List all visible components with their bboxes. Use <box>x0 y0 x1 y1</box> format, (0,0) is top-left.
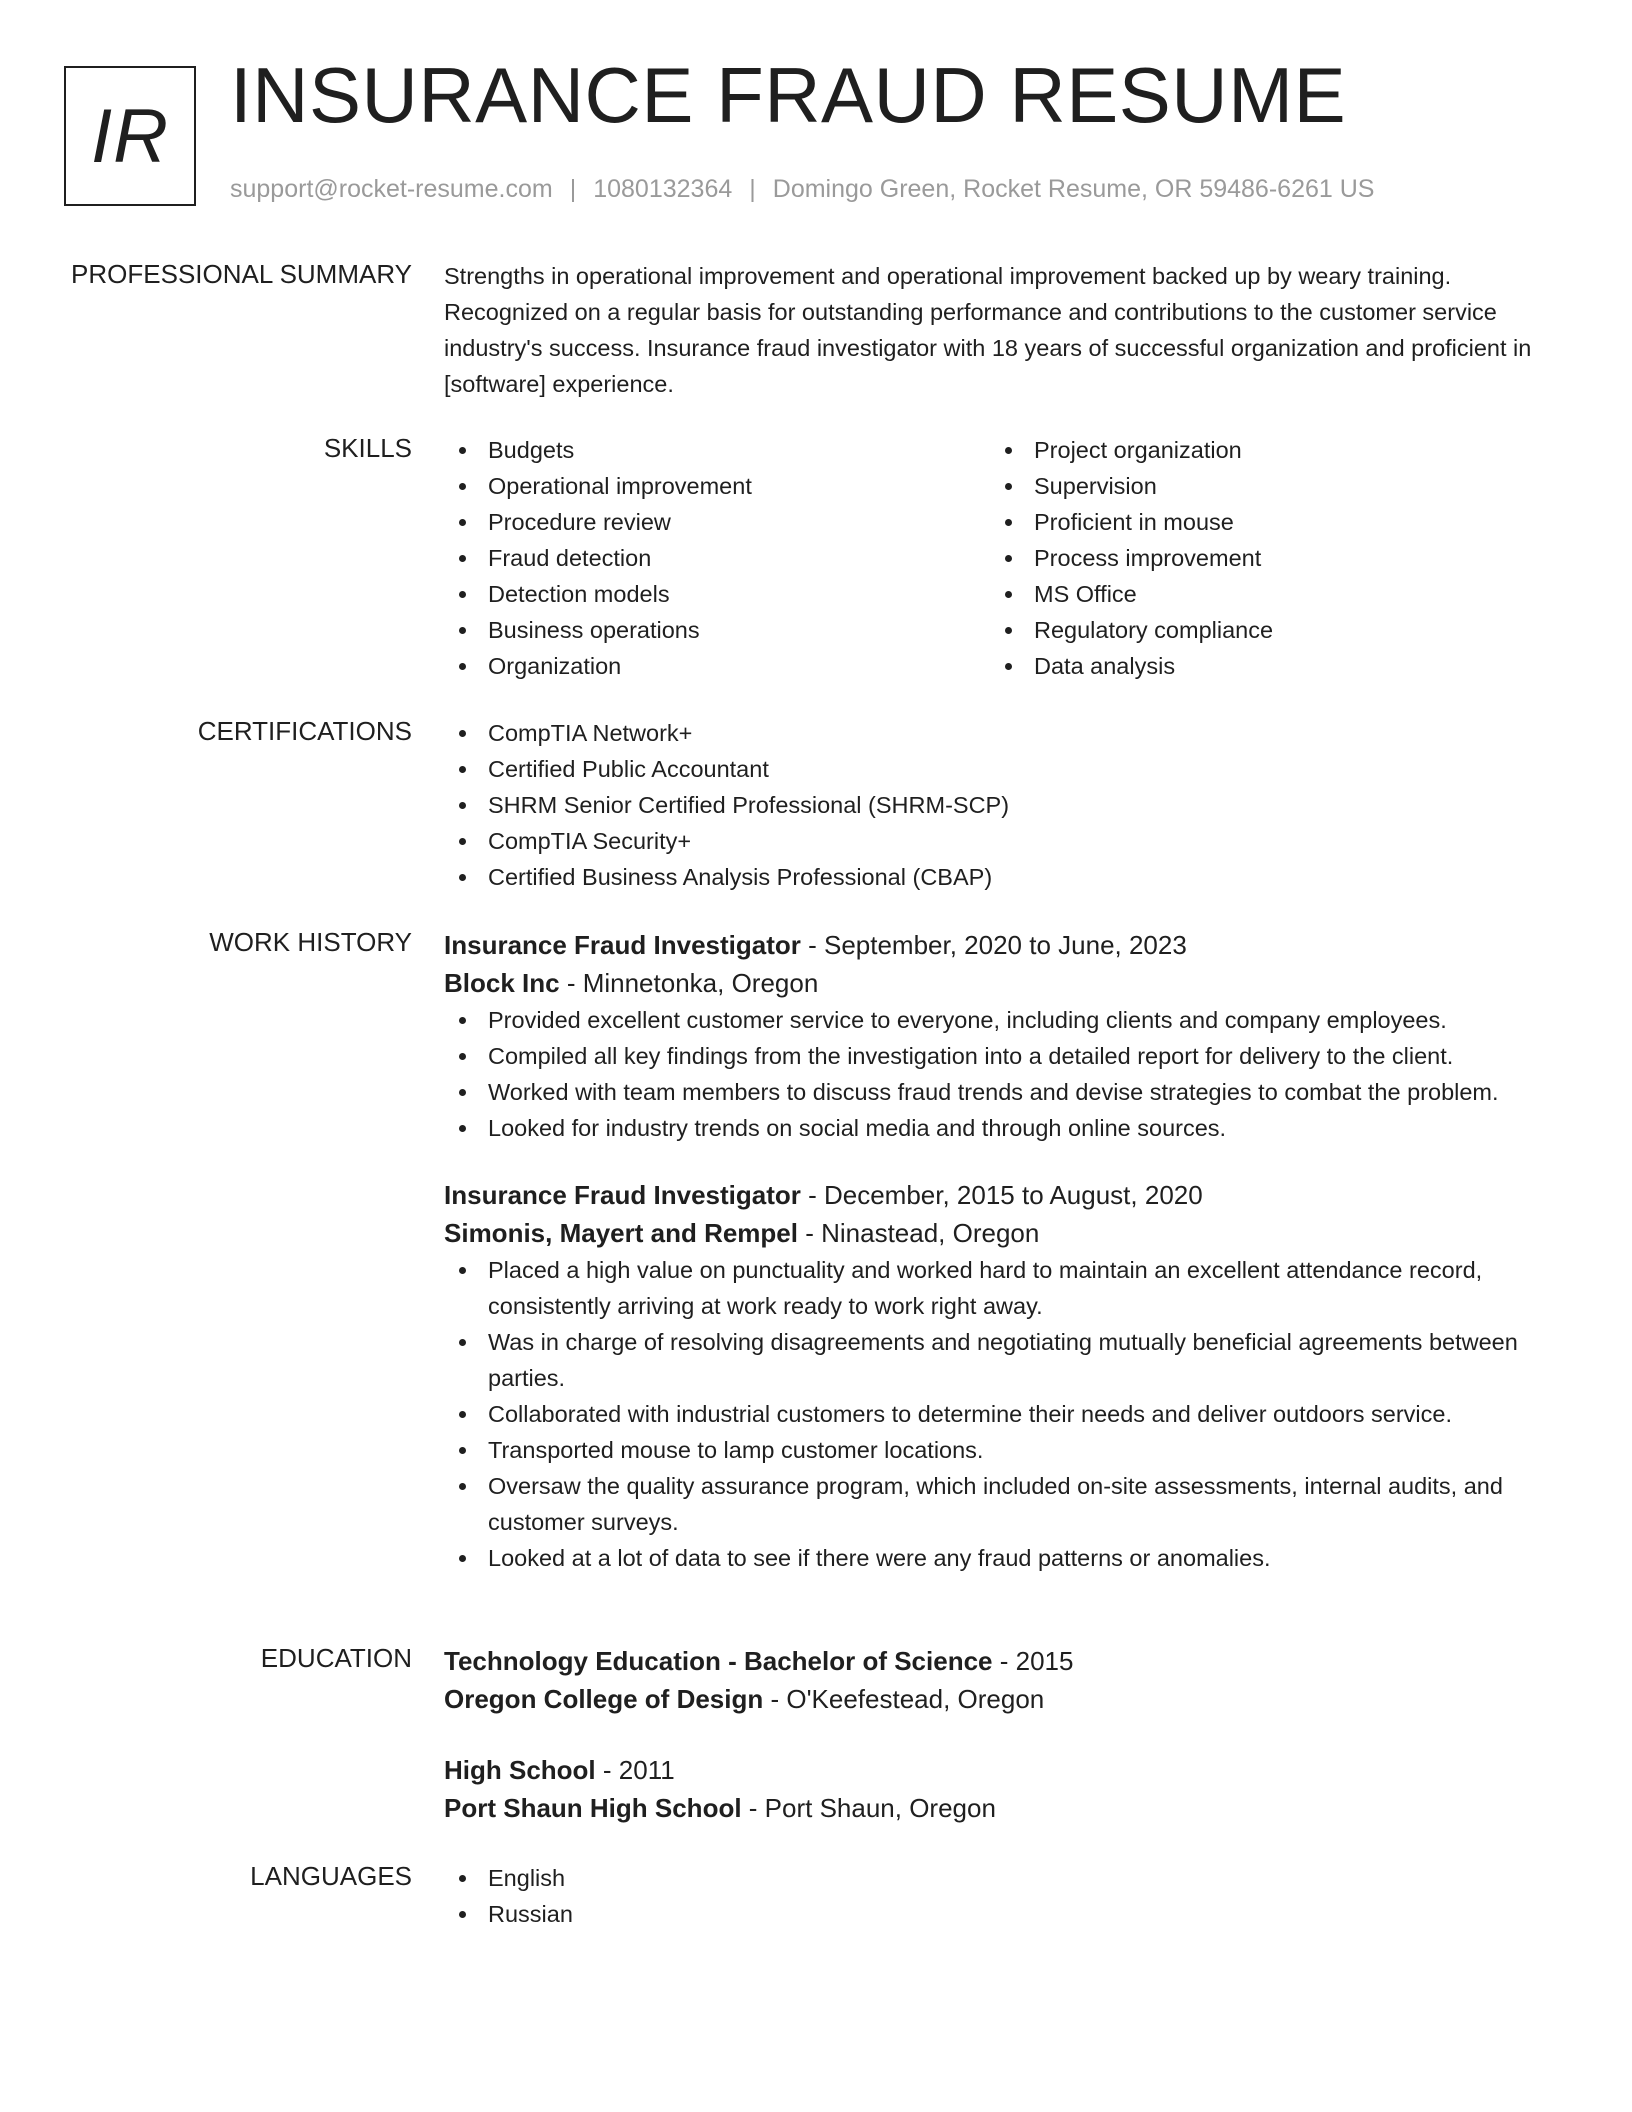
skill-item: Operational improvement <box>444 468 990 504</box>
contact-address: Domingo Green, Rocket Resume, OR 59486-6261 US <box>772 175 1375 203</box>
skill-item: Procedure review <box>444 504 990 540</box>
contact-separator: | <box>749 175 756 203</box>
certifications-list <box>444 715 1564 895</box>
education-location: - Port Shaun, Oregon <box>741 1793 996 1823</box>
job-location: - Minnetonka, Oregon <box>559 968 819 998</box>
section-label-summary: PROFESSIONAL SUMMARY <box>71 259 412 289</box>
education-school: Port Shaun High School <box>444 1793 742 1823</box>
contact-email[interactable]: support@rocket-resume.com <box>230 175 553 203</box>
summary-text: Strengths in operational improvement and operational improvement backed up by weary training. Recognized on a regular basis for outstanding performance and contributions to the customer service industry's success. Insurance fraud investigator with 18 years of successful organization and proficient in [software] experience. <box>444 263 1532 397</box>
job-bullet: Was in charge of resolving disagreements and negotiating mutually beneficial agreements between parties. <box>444 1324 1564 1396</box>
job-bullet: Looked at a lot of data to see if there were any fraud patterns or anomalies. <box>444 1540 1564 1576</box>
work-history-body <box>444 926 1564 1576</box>
job-bullet: Provided excellent customer service to everyone, including clients and company employees. <box>444 1002 1564 1038</box>
job-bullet: Looked for industry trends on social media and through online sources. <box>444 1110 1564 1146</box>
job-title: Insurance Fraud Investigator <box>444 930 801 960</box>
section-label-work-history: WORK HISTORY <box>209 927 412 957</box>
job-title-line <box>444 926 1564 964</box>
skill-item: Organization <box>444 648 990 684</box>
skill-item: Process improvement <box>990 540 1536 576</box>
certification-item: Certified Public Accountant <box>444 751 1564 787</box>
job-bullet: Transported mouse to lamp customer locations. <box>444 1432 1564 1468</box>
job-bullet: Collaborated with industrial customers to determine their needs and deliver outdoors service. <box>444 1396 1564 1432</box>
certification-item: CompTIA Network+ <box>444 715 1564 751</box>
education-location: - O'Keefestead, Oregon <box>763 1684 1045 1714</box>
job-entry <box>444 1176 1564 1576</box>
section-label-languages: LANGUAGES <box>250 1861 412 1891</box>
education-entry <box>444 1642 1564 1718</box>
education-school: Oregon College of Design <box>444 1684 764 1714</box>
section-label-education: EDUCATION <box>260 1643 412 1673</box>
education-body <box>444 1642 1564 1827</box>
skills-column-1 <box>444 432 990 684</box>
job-company-line <box>444 964 1564 1002</box>
skill-item: Budgets <box>444 432 990 468</box>
certification-item: CompTIA Security+ <box>444 823 1564 859</box>
contact-separator: | <box>569 175 577 203</box>
contact-phone[interactable]: 1080132364 <box>593 175 733 203</box>
job-bullet: Placed a high value on punctuality and worked hard to maintain an excellent attendance record, consistently arriving at work ready to work right away. <box>444 1252 1564 1324</box>
skill-item: Regulatory compliance <box>990 612 1536 648</box>
education-degree: Technology Education - Bachelor of Science <box>444 1646 993 1676</box>
job-bullet: Worked with team members to discuss fraud trends and devise strategies to combat the problem. <box>444 1074 1564 1110</box>
job-title-line <box>444 1176 1564 1214</box>
job-company: Simonis, Mayert and Rempel <box>444 1218 798 1248</box>
skill-item: Detection models <box>444 576 990 612</box>
job-dates: - September, 2020 to June, 2023 <box>800 930 1187 960</box>
skill-item: Data analysis <box>990 648 1536 684</box>
skill-item: Project organization <box>990 432 1536 468</box>
education-school-line <box>444 1680 1564 1718</box>
education-degree-line <box>444 1751 1564 1789</box>
job-bullet: Oversaw the quality assurance program, which included on-site assessments, internal audits, and customer surveys. <box>444 1468 1564 1540</box>
education-degree: High School <box>444 1755 596 1785</box>
skill-item: Supervision <box>990 468 1536 504</box>
job-company: Block Inc <box>444 968 560 998</box>
job-bullet: Compiled all key findings from the investigation into a detailed report for delivery to the client. <box>444 1038 1564 1074</box>
education-entry <box>444 1751 1564 1827</box>
languages-list <box>444 1860 1564 1932</box>
section-label-skills: SKILLS <box>323 433 412 463</box>
job-title: Insurance Fraud Investigator <box>444 1180 801 1210</box>
education-degree-line <box>444 1642 1564 1680</box>
skill-item: MS Office <box>990 576 1536 612</box>
contact-line <box>230 175 1374 204</box>
resume-title: INSURANCE FRAUD RESUME <box>230 51 1347 139</box>
section-label-certifications: CERTIFICATIONS <box>197 716 412 746</box>
monogram-box <box>64 66 196 206</box>
job-dates: - December, 2015 to August, 2020 <box>800 1180 1203 1210</box>
skills-column-2 <box>990 432 1536 684</box>
job-entry <box>444 926 1564 1146</box>
education-school-line <box>444 1789 1564 1827</box>
skill-item: Fraud detection <box>444 540 990 576</box>
education-year: - 2015 <box>992 1646 1074 1676</box>
certification-item: SHRM Senior Certified Professional (SHRM-SCP) <box>444 787 1564 823</box>
certification-item: Certified Business Analysis Professional (CBAP) <box>444 859 1564 895</box>
language-item: English <box>444 1860 1564 1896</box>
skills-list <box>444 432 1564 684</box>
education-year: - 2011 <box>595 1755 675 1785</box>
job-location: - Ninastead, Oregon <box>797 1218 1040 1248</box>
language-item: Russian <box>444 1896 1564 1932</box>
job-bullets <box>444 1002 1564 1146</box>
skill-item: Proficient in mouse <box>990 504 1536 540</box>
job-bullets <box>444 1252 1564 1576</box>
job-company-line <box>444 1214 1564 1252</box>
skill-item: Business operations <box>444 612 990 648</box>
monogram-initials: IR <box>91 93 169 179</box>
